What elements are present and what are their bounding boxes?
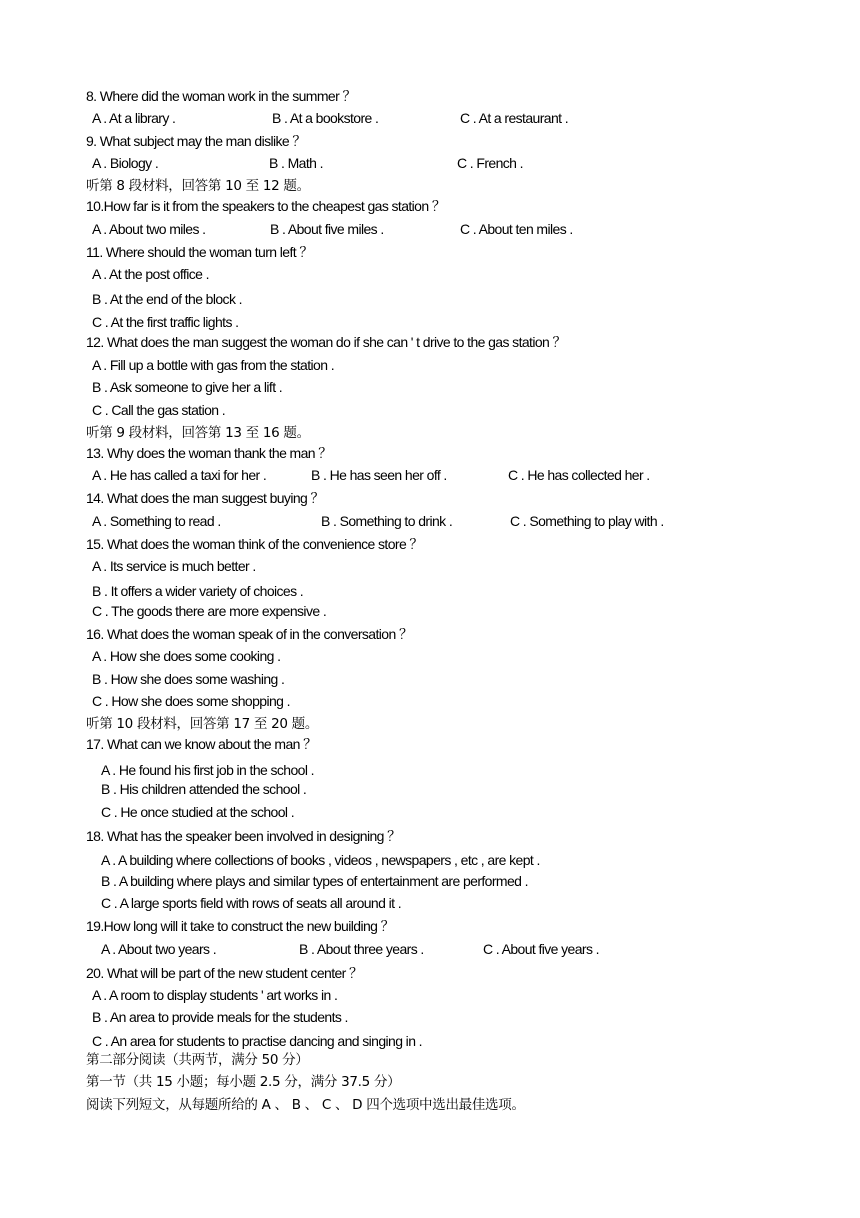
- section-heading: 听第 8 段材料，回答第 10 至 12 题。: [86, 178, 310, 194]
- option-b: B . It offers a wider variety of choices .: [92, 583, 304, 599]
- option-a: A . Something to read .: [92, 513, 221, 529]
- question-16: 16. What does the woman speak of in the conversation ？: [86, 626, 413, 642]
- option-c: C . A large sports field with rows of seats all around it .: [101, 895, 401, 911]
- option-b: B . About three years .: [299, 941, 424, 957]
- option-c: C . An area for students to practise dancing and singing in .: [92, 1033, 422, 1049]
- option-b: B . A building where plays and similar types of entertainment are performed .: [101, 873, 528, 889]
- question-18: 18. What has the speaker been involved in designing ？: [86, 828, 401, 844]
- option-b: B . About five miles .: [270, 221, 384, 237]
- question-20: 20. What will be part of the new student center ？: [86, 965, 363, 981]
- question-14: 14. What does the man suggest buying ？: [86, 490, 324, 506]
- option-a: A . Fill up a bottle with gas from the station .: [92, 357, 334, 373]
- option-c: C . At the first traffic lights .: [92, 314, 239, 330]
- section-heading: 第一节（共 15 小题；每小题 2.5 分，满分 37.5 分）: [86, 1074, 401, 1090]
- option-c: C . The goods there are more expensive .: [92, 603, 327, 619]
- option-c: C . He once studied at the school .: [101, 804, 295, 820]
- option-b: B . Something to drink .: [321, 513, 453, 529]
- option-a: A . A building where collections of books , videos , newspapers , etc , are kept .: [101, 852, 540, 868]
- question-11: 11. Where should the woman turn left ？: [86, 244, 313, 260]
- option-c: C . At a restaurant .: [460, 110, 569, 126]
- question-9: 9. What subject may the man dislike ？: [86, 133, 306, 149]
- option-a: A . At a library .: [92, 110, 176, 126]
- option-a: A . Biology .: [92, 155, 159, 171]
- option-a: A . A room to display students ' art works in .: [92, 987, 338, 1003]
- option-b: B . He has seen her off .: [311, 467, 447, 483]
- option-a: A . He has called a taxi for her .: [92, 467, 267, 483]
- option-b: B . Math .: [269, 155, 323, 171]
- option-b: B . Ask someone to give her a lift .: [92, 379, 283, 395]
- question-15: 15. What does the woman think of the convenience store ？: [86, 536, 423, 552]
- option-c: C . Something to play with .: [510, 513, 664, 529]
- question-17: 17. What can we know about the man ？: [86, 736, 317, 752]
- option-c: C . French .: [457, 155, 523, 171]
- option-c: C . He has collected her .: [508, 467, 650, 483]
- question-8: 8. Where did the woman work in the summer ？: [86, 88, 356, 104]
- option-c: C . How she does some shopping .: [92, 693, 290, 709]
- section-heading: 听第 9 段材料，回答第 13 至 16 题。: [86, 425, 310, 441]
- question-10: 10.How far is it from the speakers to the cheapest gas station ？: [86, 198, 446, 214]
- option-b: B . His children attended the school .: [101, 781, 307, 797]
- option-b: B . An area to provide meals for the students .: [92, 1009, 348, 1025]
- option-b: B . At a bookstore .: [272, 110, 379, 126]
- option-a: A . At the post office .: [92, 266, 209, 282]
- option-a: A . He found his first job in the school .: [101, 762, 314, 778]
- question-19: 19.How long will it take to construct the new building ？: [86, 918, 395, 934]
- option-a: A . How she does some cooking .: [92, 648, 281, 664]
- option-b: B . At the end of the block .: [92, 291, 242, 307]
- option-a: A . About two years .: [101, 941, 217, 957]
- section-heading: 听第 10 段材料，回答第 17 至 20 题。: [86, 716, 319, 732]
- option-b: B . How she does some washing .: [92, 671, 285, 687]
- option-a: A . About two miles .: [92, 221, 206, 237]
- part-heading: 第二部分阅读（共两节，满分 50 分）: [86, 1052, 309, 1068]
- option-c: C . About five years .: [483, 941, 599, 957]
- option-c: C . Call the gas station .: [92, 402, 226, 418]
- instructions: 阅读下列短文，从每题所给的 A 、 B 、 C 、 D 四个选项中选出最佳选项。: [86, 1097, 525, 1113]
- question-13: 13. Why does the woman thank the man ？: [86, 445, 332, 461]
- question-12: 12. What does the man suggest the woman do if she can ' t drive to the gas station ？: [86, 334, 566, 350]
- option-c: C . About ten miles .: [460, 221, 573, 237]
- option-a: A . Its service is much better .: [92, 558, 256, 574]
